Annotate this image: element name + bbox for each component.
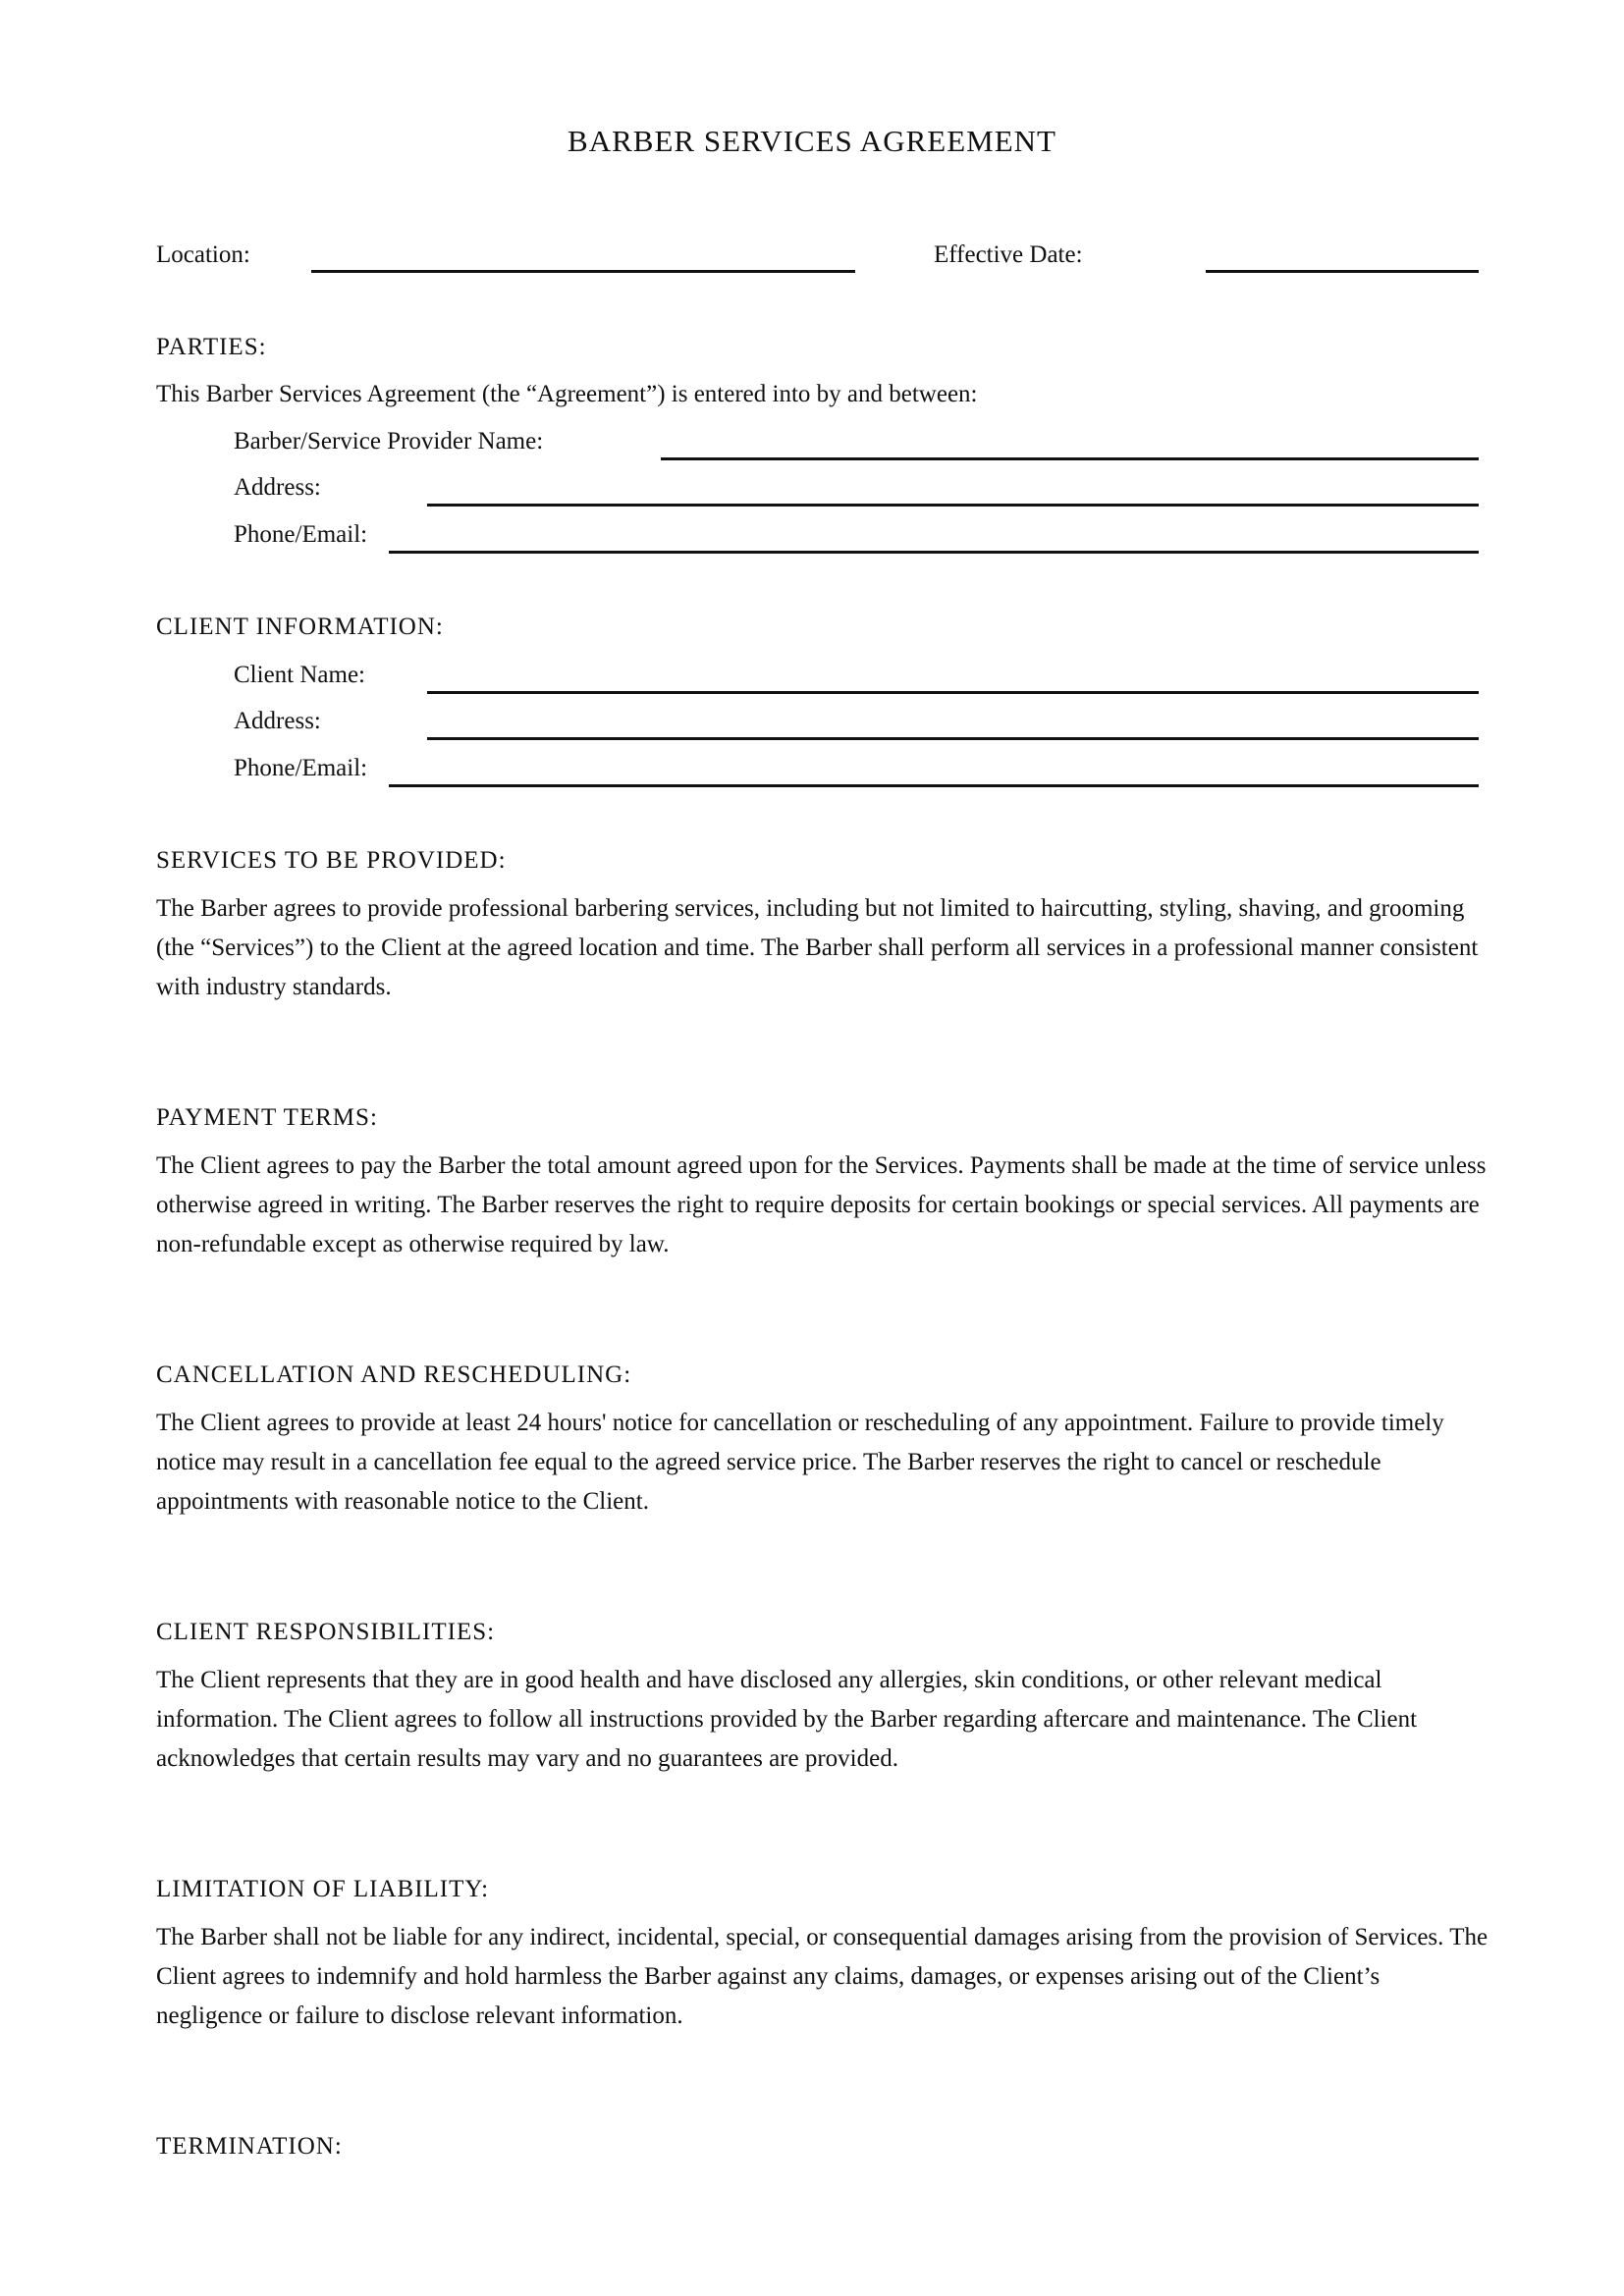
provider-name-field-line[interactable] (661, 457, 1479, 460)
payment-terms-body: The Client agrees to pay the Barber the total amount agreed upon for the Services. Payments shall be made at the time of service unless otherwise agreed in writing. The Barber reserves the right to require deposits for certain bookings or special services. All payments are non-refundable except as otherwise required by law. (156, 1152, 1487, 1257)
effective-date-field-line[interactable] (1206, 270, 1479, 273)
termination-heading: TERMINATION: (156, 2133, 343, 2160)
limitation-of-liability-heading: LIMITATION OF LIABILITY: (156, 1876, 490, 1902)
services-heading: SERVICES TO BE PROVIDED: (156, 847, 507, 874)
provider-phone-email-label: Phone/Email: (234, 521, 368, 548)
effective-date-label: Effective Date: (934, 241, 1083, 268)
parties-heading: PARTIES: (156, 334, 267, 360)
client-address-field-line[interactable] (427, 737, 1479, 740)
provider-name-label: Barber/Service Provider Name: (234, 428, 544, 454)
client-phone-email-label: Phone/Email: (234, 755, 368, 781)
client-address-label: Address: (234, 708, 321, 734)
cancellation-heading: CANCELLATION AND RESCHEDULING: (156, 1362, 632, 1388)
services-body: The Barber agrees to provide professional barbering services, including but not limited to haircutting, styling, shaving, and grooming (the “Services”) to the Client at the agreed location and time. The Barber shall perform all services in a professional manner consistent with industry standards. (156, 895, 1479, 1000)
provider-phone-email-field-line[interactable] (389, 551, 1479, 554)
parties-intro: This Barber Services Agreement (the “Agreement”) is entered into by and between: (156, 381, 978, 407)
client-responsibilities-heading: CLIENT RESPONSIBILITIES: (156, 1619, 496, 1645)
cancellation-body: The Client agrees to provide at least 24 hours' notice for cancellation or rescheduling of any appointment. Failure to provide timely notice may result in a cancellation fee equal to the agreed service price. The Barber reserves the right to cancel or reschedule appointments with reasonable notice to the Client. (156, 1410, 1444, 1515)
client-responsibilities-body: The Client represents that they are in good health and have disclosed any allergies, skin conditions, or other relevant medical information. The Client agrees to follow all instructions provided by the Barber regarding aftercare and maintenance. The Client acknowledges that certain results may vary and no guarantees are provided. (156, 1667, 1418, 1772)
client-information-heading: CLIENT INFORMATION: (156, 614, 444, 640)
client-phone-email-field-line[interactable] (389, 784, 1479, 787)
location-field-line[interactable] (311, 270, 855, 273)
location-label: Location: (156, 241, 250, 268)
limitation-of-liability-body: The Barber shall not be liable for any indirect, incidental, special, or consequential damages arising from the provision of Services. The Client agrees to indemnify and hold harmless the Barber against any claims, damages, or expenses arising out of the Client’s negligence or failure to disclose relevant information. (156, 1924, 1489, 2029)
document-title: BARBER SERVICES AGREEMENT (568, 124, 1056, 158)
client-name-label: Client Name: (234, 662, 365, 688)
client-name-field-line[interactable] (427, 691, 1479, 694)
provider-address-label: Address: (234, 474, 321, 501)
provider-address-field-line[interactable] (427, 504, 1479, 507)
payment-terms-heading: PAYMENT TERMS: (156, 1104, 378, 1131)
